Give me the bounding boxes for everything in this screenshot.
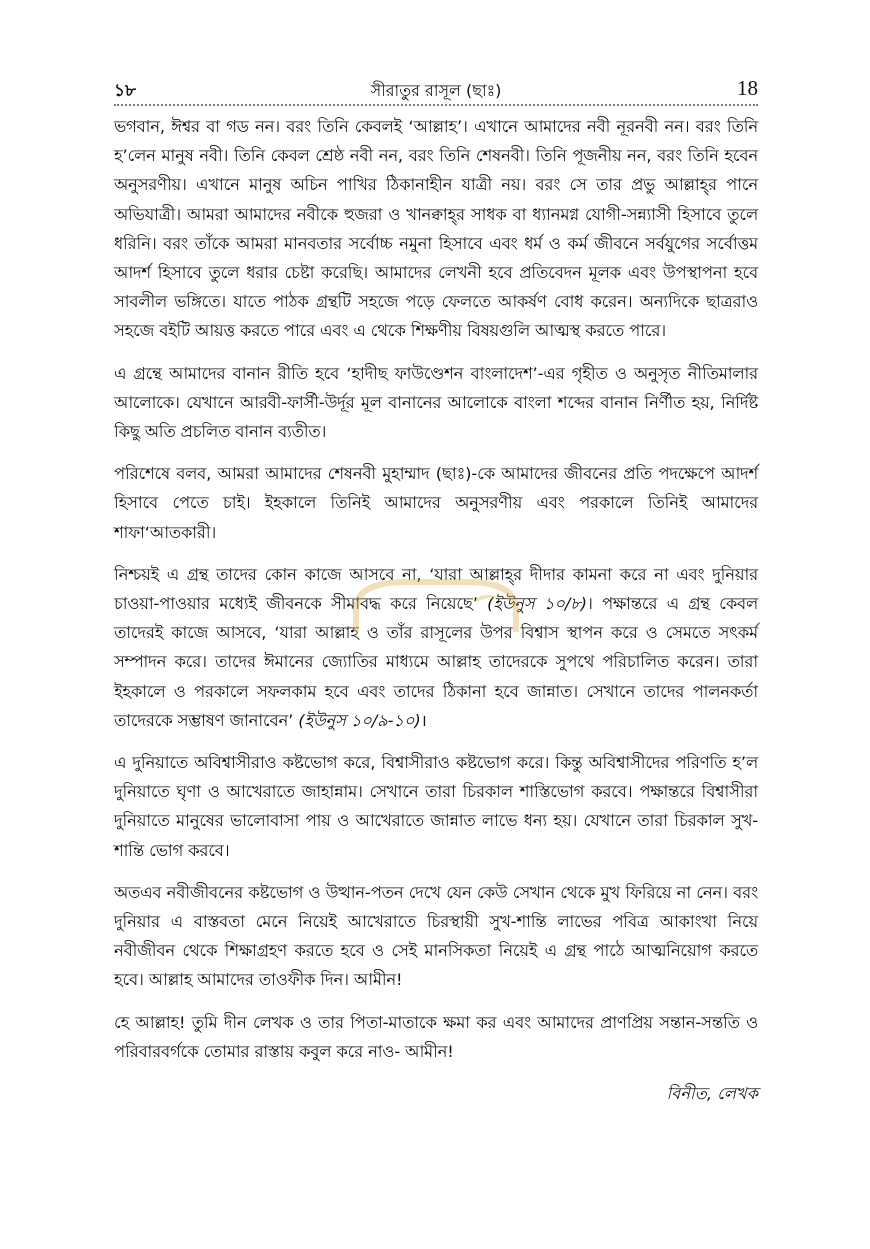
paragraph-4-text-c: ।	[420, 710, 427, 730]
signature: বিনীত, লেখক	[666, 1084, 758, 1104]
paragraph-3: পরিশেষে বলব, আমরা আমাদের শেষনবী মুহাম্মাদ (ছাঃ)-কে আমাদের জীবনের প্রতি পদক্ষেপে আদর্শ হিসাবে পেতে চাই। ইহকালে তিনিই আমাদের অনুসরণীয় এবং পরকালে তিনিই আমাদের শাফা‘আতকারী।	[114, 464, 758, 542]
paragraph-2: এ গ্রন্থে আমাদের বানান রীতি হবে ‘হাদীছ ফাউণ্ডেশন বাংলাদেশ’-এর গৃহীত ও অনুসৃত নীতিমালার আলোকে। যেখানে আরবী-ফার্সী-উর্দূর মূল বানানের আলোকে বাংলা শব্দের বানান নির্ণীত হয়, নির্দিষ্ট কিছু অতি প্রচলিত বানান ব্যতীত।	[114, 363, 758, 442]
page-number-latin: 18	[737, 76, 758, 100]
paragraph-4-text-a: নিশ্চয়ই এ গ্রন্থ তাদের কোন কাজে আসবে না, ‘যারা আল্লাহ্‌র দীদার কামনা করে না এবং দুনিয়ার চাওয়া-পাওয়ার মধ্যেই জীবনকে সীমাবদ্ধ করে নিয়েছে’	[114, 564, 758, 614]
paragraph-5: এ দুনিয়াতে অবিশ্বাসীরাও কষ্টভোগ করে, বিশ্বাসীরাও কষ্টভোগ করে। কিন্তু অবিশ্বাসীদের পরিণতি হ’ল দুনিয়াতে ঘৃণা ও আখেরাতে জাহান্নাম। সেখানে তারা চিরকাল শাস্তিভোগ করবে। পক্ষান্তরে বিশ্বাসীরা দুনিয়াতে মানুষের ভালোবাসা পায় ও আখেরাতে জান্নাত লাভে ধন্য হয়। যেখানে তারা চিরকাল সুখ-শান্তি ভোগ করবে।	[114, 753, 758, 860]
paragraph-4-text-b: । পক্ষান্তরে এ গ্রন্থ কেবল তাদেরই কাজে আসবে, ‘যারা আল্লাহ ও তাঁর রাসূলের উপর বিশ্বাস স্থাপন করে ও সেমতে সৎকর্ম সম্পাদন করে। তাদের ঈমানের জ্যোতির মাধ্যমে আল্লাহ তাদেরকে সুপথে পরিচালিত করেন। তারা ইহকালে ও পরকালে সফলকাম হবে এবং তাদের ঠিকানা হবে জান্নাত। সেখানে তাদের পালনকর্তা তাদেরকে সম্ভাষণ জানাবেন’	[114, 594, 759, 730]
paragraph-6: অতএব নবীজীবনের কষ্টভোগ ও উত্থান-পতন দেখে যেন কেউ সেখান থেকে মুখ ফিরিয়ে না নেন। বরং দুনিয়ার এ বাস্তবতা মেনে নিয়েই আখেরাতে চিরস্থায়ী সুখ-শান্তি লাভের পবিত্র আকাংখা নিয়ে নবীজীবন থেকে শিক্ষাগ্রহণ করতে হবে ও সেই মানসিকতা নিয়েই এ গ্রন্থ পাঠে আত্মনিয়োগ করতে হবে। আল্লাহ আমাদের তাওফীক দিন। আমীন!	[114, 882, 758, 990]
running-header	[114, 76, 758, 106]
paragraph-4	[114, 560, 758, 735]
citation-younus-10-8: (ইউনুস ১০/৮)	[487, 594, 587, 614]
book-page	[114, 76, 758, 1109]
citation-younus-10-9-10: (ইউনুস ১০/৯-১০)	[298, 710, 421, 730]
paragraph-1: ভগবান, ঈশ্বর বা গড নন। বরং তিনি কেবলই ‘আল্লাহ’। এখানে আমাদের নবী নূরনবী নন। বরং তিনি হ’লেন মানুষ নবী। তিনি কেবল শ্রেষ্ঠ নবী নন, বরং তিনি শেষনবী। তিনি পূজনীয় নন, বরং তিনি হবেন অনুসরণীয়। এখানে মানুষ অচিন পাখির ঠিকানাহীন যাত্রী নয়। বরং সে তার প্রভু আল্লাহ্‌র পানে অভিযাত্রী। আমরা আমাদের নবীকে হুজরা ও খানক্বাহ্‌র সাধক বা ধ্যানমগ্ন যোগী-সন্ন্যাসী হিসাবে তুলে ধরিনি। বরং তাঁকে আমরা মানবতার সর্বোচ্চ নমুনা হিসাবে এবং ধর্ম ও কর্ম জীবনে সর্বযুগের সর্বোত্তম আদর্শ হিসাবে তুলে ধরার চেষ্টা করেছি। আমাদের লেখনী হবে প্রতিবেদন মূলক এবং উপস্থাপনা হবে সাবলীল ভঙ্গিতে। যাতে পাঠক গ্রন্থটি সহজে পড়ে ফেলতে আকর্ষণ বোধ করেন। অন্যদিকে ছাত্ররাও সহজে বইটি আয়ত্ত করতে পারে এবং এ থেকে শিক্ষণীয় বিষয়গুলি আত্মস্থ করতে পারে।	[114, 117, 758, 341]
book-title: সীরাতুর রাসূল (ছাঃ)	[370, 81, 502, 100]
page-number-bengali: ১৮	[114, 81, 137, 101]
paragraph-7: হে আল্লাহ! তুমি দীন লেখক ও তার পিতা-মাতাকে ক্ষমা কর এবং আমাদের প্রাণপ্রিয় সন্তান-সন্ততি ও পরিবারবর্গকে তোমার রাস্তায় কবুল করে নাও- আমীন!	[114, 1012, 758, 1061]
